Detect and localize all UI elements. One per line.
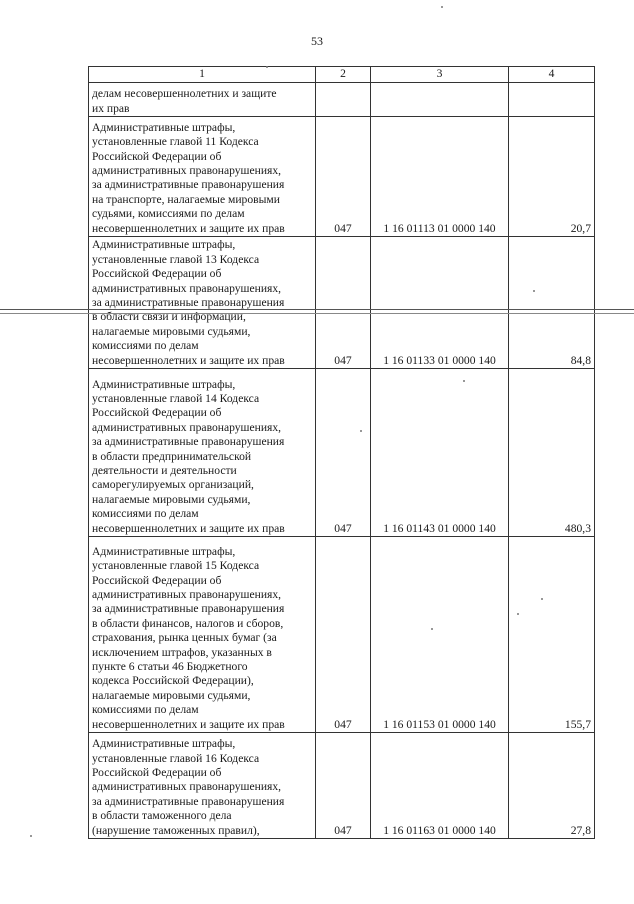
row-amount: 480,3 xyxy=(509,369,595,537)
scan-speck xyxy=(517,613,519,615)
row-code: 047 xyxy=(316,369,371,537)
table-row xyxy=(89,237,595,369)
col-header-3: 3 xyxy=(371,67,509,83)
table-row xyxy=(89,369,595,537)
col-header-2: 2 xyxy=(316,67,371,83)
row-kbk: 1 16 01153 01 0000 140 xyxy=(371,537,509,733)
row-amount xyxy=(509,83,595,117)
row-kbk: 1 16 01163 01 0000 140 xyxy=(371,733,509,839)
col-header-1: 1 xyxy=(89,67,316,83)
budget-table xyxy=(88,66,595,839)
scan-speck xyxy=(360,430,362,432)
row-kbk xyxy=(371,83,509,117)
scan-speck xyxy=(266,66,268,68)
scan-speck xyxy=(30,835,32,837)
row-code: 047 xyxy=(316,237,371,369)
row-amount: 155,7 xyxy=(509,537,595,733)
table-row xyxy=(89,537,595,733)
page-number: 53 xyxy=(311,34,323,48)
row-name: Административные штрафы, установленные главой 13 Кодекса Российской Федерации об административных правонарушениях, за административные правонарушения в области связи и информации, налагаемые мировыми судьями, комиссиями по делам несовершеннолетних и защите их прав xyxy=(89,237,316,369)
row-code: 047 xyxy=(316,733,371,839)
scan-speck xyxy=(431,628,433,630)
scan-line xyxy=(0,309,634,310)
row-name: Административные штрафы, установленные главой 16 Кодекса Российской Федерации об административных правонарушениях, за административные правонарушения в области таможенного дела (нарушение таможенных правил), xyxy=(89,733,316,839)
row-name: Административные штрафы, установленные главой 14 Кодекса Российской Федерации об административных правонарушениях, за административные правонарушения в области предпринимательской деятельности и деятельности саморегулируемых организаций, налагаемые мировыми судьями, комиссиями по делам несовершеннолетних и защите их прав xyxy=(89,369,316,537)
scan-speck xyxy=(541,598,543,600)
row-code: 047 xyxy=(316,117,371,237)
scan-line xyxy=(0,313,634,314)
col-header-4: 4 xyxy=(509,67,595,83)
scan-speck xyxy=(463,380,465,382)
table-row xyxy=(89,117,595,237)
row-code xyxy=(316,83,371,117)
row-name: Административные штрафы, установленные главой 15 Кодекса Российской Федерации об административных правонарушениях, за административные правонарушения в области финансов, налогов и сборов, страхования, рынка ценных бумаг (за исключением штрафов, указанных в пункте 6 статьи 46 Бюджетного кодекса Российской Федерации), налагаемые мировыми судьями, комиссиями по делам несовершеннолетних и защите их прав xyxy=(89,537,316,733)
row-kbk: 1 16 01143 01 0000 140 xyxy=(371,369,509,537)
header-row xyxy=(89,67,595,83)
row-kbk: 1 16 01113 01 0000 140 xyxy=(371,117,509,237)
row-code: 047 xyxy=(316,537,371,733)
row-name: делам несовершеннолетних и защите их прав xyxy=(89,83,316,117)
row-kbk: 1 16 01133 01 0000 140 xyxy=(371,237,509,369)
table-row xyxy=(89,733,595,839)
row-amount: 20,7 xyxy=(509,117,595,237)
scan-speck xyxy=(533,290,535,292)
table-row xyxy=(89,83,595,117)
row-amount: 27,8 xyxy=(509,733,595,839)
row-name: Административные штрафы, установленные главой 11 Кодекса Российской Федерации об административных правонарушениях, за административные правонарушения на транспорте, налагаемые мировыми судьями, комиссиями по делам несовершеннолетних и защите их прав xyxy=(89,117,316,237)
row-amount: 84,8 xyxy=(509,237,595,369)
scan-speck xyxy=(441,6,443,8)
